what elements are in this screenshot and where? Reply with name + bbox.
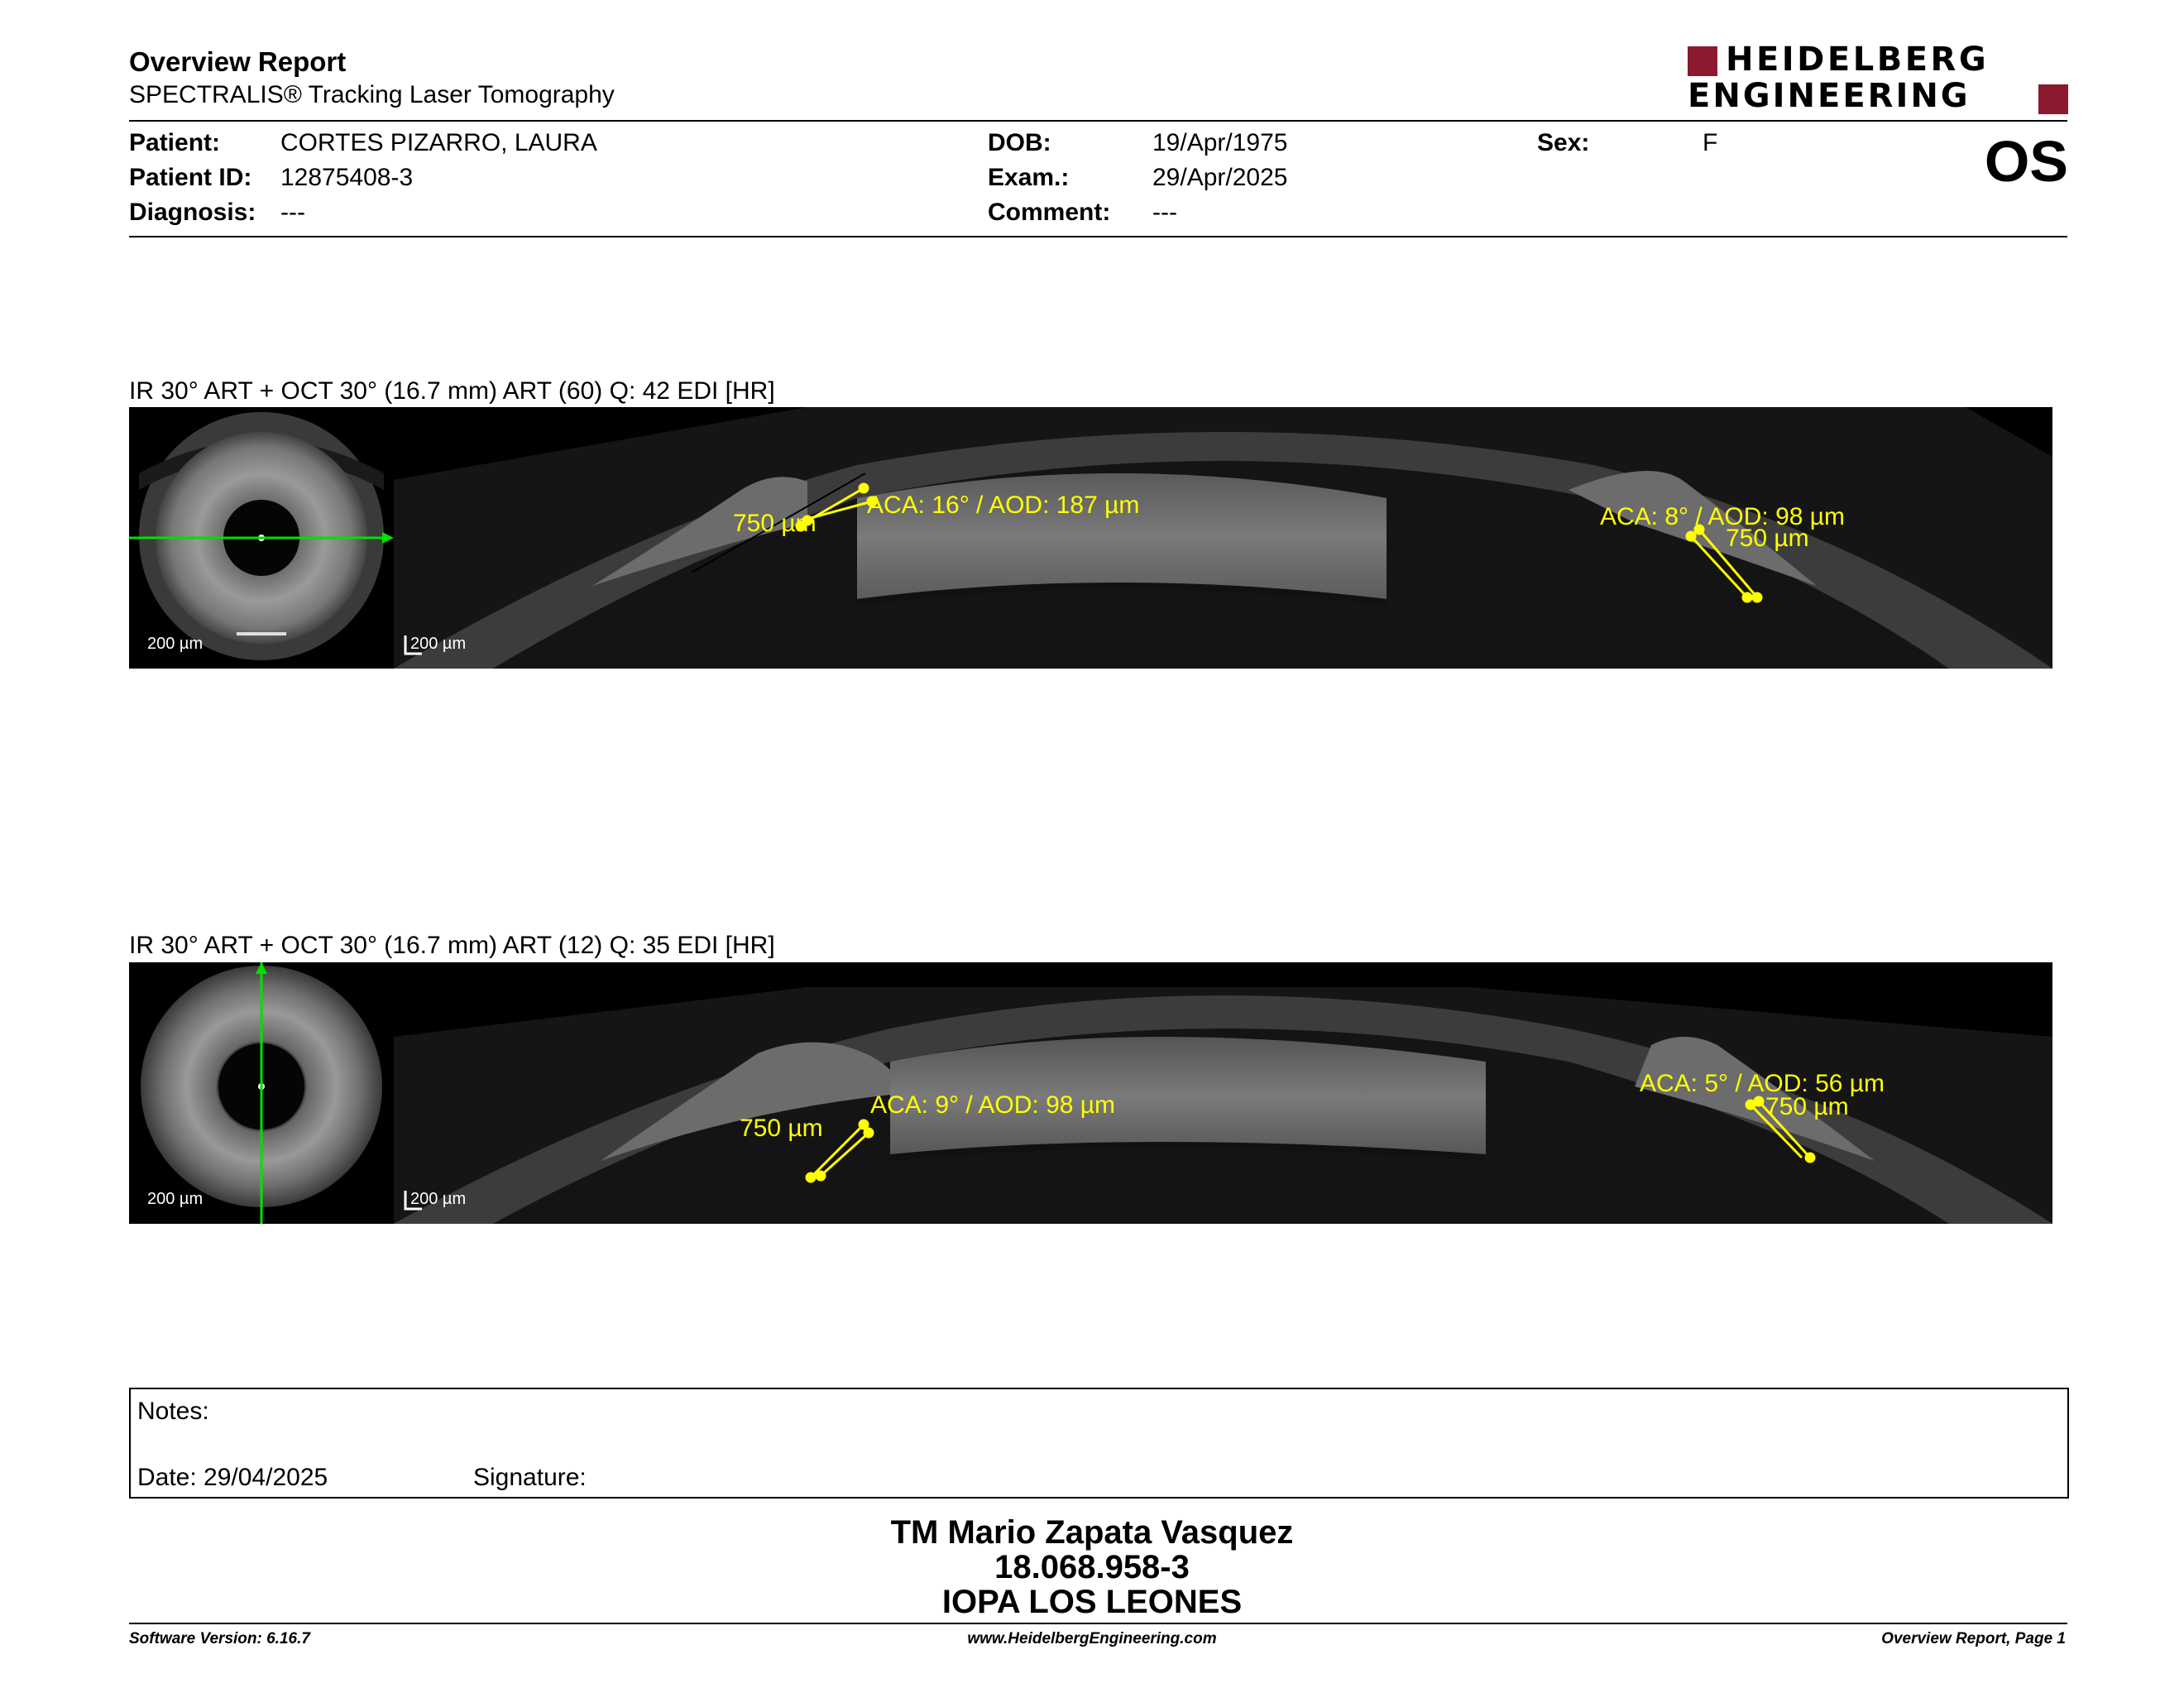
stamp-id: 18.068.958-3 (994, 1549, 1190, 1585)
ir-scale-label-2: 200 µm (147, 1190, 204, 1208)
patient-id: 12875408-3 (280, 164, 414, 191)
right-measure-label-1: 750 µm (1726, 525, 1809, 552)
sex-label: Sex: (1537, 129, 1590, 156)
scan-panel-2 (129, 962, 2052, 1224)
scan-panel-1 (129, 407, 2052, 669)
left-angle-label-1: ACA: 16° / AOD: 187 µm (867, 492, 1140, 519)
patient-label: Patient: (129, 129, 221, 156)
stamp-institution: IOPA LOS LEONES (941, 1584, 1243, 1620)
patient-divider (129, 236, 2067, 237)
diagnosis-value: --- (280, 199, 305, 226)
dob-label: DOB: (988, 129, 1051, 156)
left-angle-label-2: ACA: 9° / AOD: 98 µm (870, 1091, 1116, 1119)
header-divider (129, 120, 2067, 122)
oct-bscan-image-1 (394, 407, 2052, 669)
logo-square-icon (2038, 84, 2068, 114)
notes-label: Notes: (137, 1398, 209, 1425)
diagnosis-label: Diagnosis: (129, 199, 256, 226)
ir-scale-label-1: 200 µm (147, 635, 204, 653)
page-indicator: Overview Report, Page 1 (1881, 1630, 2066, 1647)
oct-scale-label-1: 200 µm (410, 635, 467, 653)
exam-label: Exam.: (988, 164, 1070, 191)
comment-label: Comment: (988, 199, 1111, 226)
dob-value: 19/Apr/1975 (1152, 129, 1288, 156)
eye-indicator: OS (1984, 129, 2068, 194)
notes-date: Date: 29/04/2025 (137, 1464, 328, 1491)
stamp-name: TM Mario Zapata Vasquez (890, 1514, 1294, 1551)
comment-value: --- (1152, 199, 1177, 226)
right-angle-label-1: ACA: 8° / AOD: 98 µm (1600, 503, 1846, 530)
left-measure-label-2: 750 µm (740, 1115, 823, 1142)
footer-divider (129, 1623, 2067, 1624)
ir-fundus-image-1 (129, 407, 394, 669)
scan-title-1: IR 30° ART + OCT 30° (16.7 mm) ART (60) Q: 42 EDI [HR] (129, 377, 775, 405)
scan-title-2: IR 30° ART + OCT 30° (16.7 mm) ART (12) Q: 35 EDI [HR] (129, 932, 775, 959)
exam-value: 29/Apr/2025 (1152, 164, 1288, 191)
right-measure-label-2: 750 µm (1765, 1093, 1849, 1120)
signature-label: Signature: (473, 1464, 587, 1491)
notes-box (129, 1388, 2069, 1499)
logo-square-icon (1688, 46, 1717, 76)
patient-name: CORTES PIZARRO, LAURA (280, 129, 597, 156)
patient-id-label: Patient ID: (129, 164, 252, 191)
logo-line2: ENGINEERING (1688, 77, 1971, 115)
ir-fundus-image-2 (129, 962, 394, 1224)
software-version: Software Version: 6.16.7 (129, 1630, 310, 1647)
report-subtitle: SPECTRALIS® Tracking Laser Tomography (129, 81, 615, 108)
left-measure-label-1: 750 µm (733, 510, 817, 537)
oct-scale-label-2: 200 µm (410, 1190, 467, 1208)
sex-value: F (1703, 129, 1718, 156)
report-title: Overview Report (129, 46, 347, 77)
right-angle-label-2: ACA: 5° / AOD: 56 µm (1640, 1070, 1885, 1097)
oct-bscan-image-2 (394, 962, 2052, 1224)
logo-line1: HEIDELBERG (1726, 41, 1990, 79)
website-link[interactable]: www.HeidelbergEngineering.com (967, 1630, 1217, 1647)
heidelberg-logo (1688, 41, 2068, 116)
